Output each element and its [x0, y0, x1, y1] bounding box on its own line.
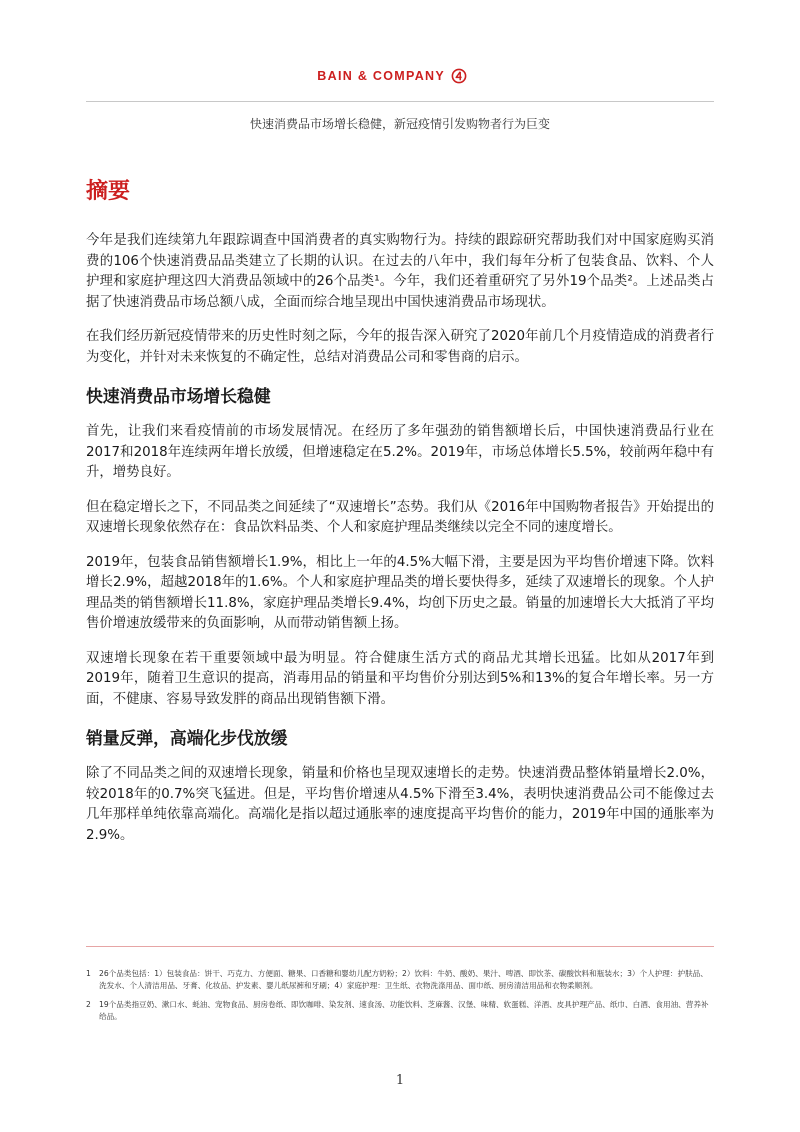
section-title: 摘要: [86, 179, 131, 204]
report-subtitle: 快速消费品市场增长稳健，新冠疫情引发购物者行为巨变: [249, 117, 550, 131]
footnote-text: 19个品类指豆奶、漱口水、蚝油、宠物食品、厨房卷纸、即饮咖啡、染发剂、速食汤、功能饮料、芝麻酱、汉堡、味精、软蛋糕、洋酒、皮具护理产品、纸巾、白酒、食用油、营养补给品。: [99, 1000, 709, 1021]
heading-volume-rebound: 销量反弹，高端化步伐放缓: [86, 728, 288, 748]
body-paragraph: 首先，让我们来看疫情前的市场发展情况。在经历了多年强劲的销售额增长后，中国快速消费品行业在2017和2018年连续两年增长放缓，但增速稳定在5.2%。2019年，市场总体增长5.5%，较前两年稳中有升，增势良好。: [86, 424, 714, 480]
body-paragraph: 除了不同品类之间的双速增长现象，销量和价格也呈现双速增长的走势。快速消费品整体销量增长2.0%，较2018年的0.7%突飞猛进。但是，平均售价增速从4.5%下滑至3.4%，表明快速消费品公司不能像过去几年那样单纯依靠高端化。高端化是指以超过通胀率的速度提高平均售价的能力，2019年中国的通胀率为2.9%。: [86, 766, 714, 843]
footnotes: [86, 968, 714, 1030]
body-paragraph: 但在稳定增长之下，不同品类之间延续了“双速增长”态势。我们从《2016年中国购物者报告》开始提出的双速增长现象依然存在：食品饮料品类、个人和家庭护理品类继续以完全不同的速度增长。: [86, 499, 714, 535]
footnote-number: 1: [86, 969, 91, 978]
body-paragraph: 2019年，包装食品销售额增长1.9%，相比上一年的4.5%大幅下滑，主要是因为平均售价增速下降。饮料增长2.9%，超越2018年的1.6%。个人和家庭护理品类的增长要快得多，延续了双速增长的现象。个人护理品类的销售额增长11.8%，家庭护理品类增长9.4%，均创下历史之最。销量的加速增长大大抵消了平均售价增速放缓带来的负面影响，从而带动销售额上扬。: [86, 554, 714, 631]
main-content: [86, 231, 714, 860]
header-divider: [86, 101, 714, 102]
bain-logo-icon: [451, 68, 467, 84]
heading-market-growth: 快速消费品市场增长稳健: [86, 386, 271, 406]
page-number: 1: [395, 1073, 405, 1088]
header-brand: [0, 66, 800, 86]
footnote: [86, 968, 714, 992]
intro-paragraph: 今年是我们连续第九年跟踪调查中国消费者的真实购物行为。持续的跟踪研究帮助我们对中国家庭购买消费的106个快速消费品品类建立了长期的认识。在过去的八年中，我们每年分析了包装食品、饮料、个人护理和家庭护理这四大消费品领域中的26个品类¹。今年，我们还着重研究了另外19个品类²。上述品类占据了快速消费品市场总额八成，全面而综合地呈现出中国快速消费品市场现状。: [86, 233, 714, 310]
footnote: [86, 999, 714, 1023]
footnote-number: 2: [86, 1000, 91, 1009]
brand-name: BAIN & COMPANY: [317, 69, 445, 83]
body-paragraph: 双速增长现象在若干重要领域中最为明显。符合健康生活方式的商品尤其增长迅猛。比如从2017年到2019年，随着卫生意识的提高，消毒用品的销量和平均售价分别达到5%和13%的复合年增长率。另一方面，不健康、容易导致发胖的商品出现销售额下滑。: [86, 650, 714, 707]
intro-paragraph: 在我们经历新冠疫情带来的历史性时刻之际，今年的报告深入研究了2020年前几个月疫情造成的消费者行为变化，并针对未来恢复的不确定性，总结对消费品公司和零售商的启示。: [86, 329, 714, 365]
footnote-text: 26个品类包括：1）包装食品：饼干、巧克力、方便面、糖果、口香糖和婴幼儿配方奶粉；2）饮料：牛奶、酸奶、果汁、啤酒、即饮茶、碳酸饮料和瓶装水；3）个人护理：护肤品、洗发水、个人清洁用品、牙膏、化妆品、护发素、婴儿纸尿裤和牙刷；4）家庭护理：卫生纸、衣物洗涤用品、面巾纸、厨房清洁用品和衣物柔顺剂。: [99, 969, 708, 990]
footnote-divider: [86, 946, 714, 947]
